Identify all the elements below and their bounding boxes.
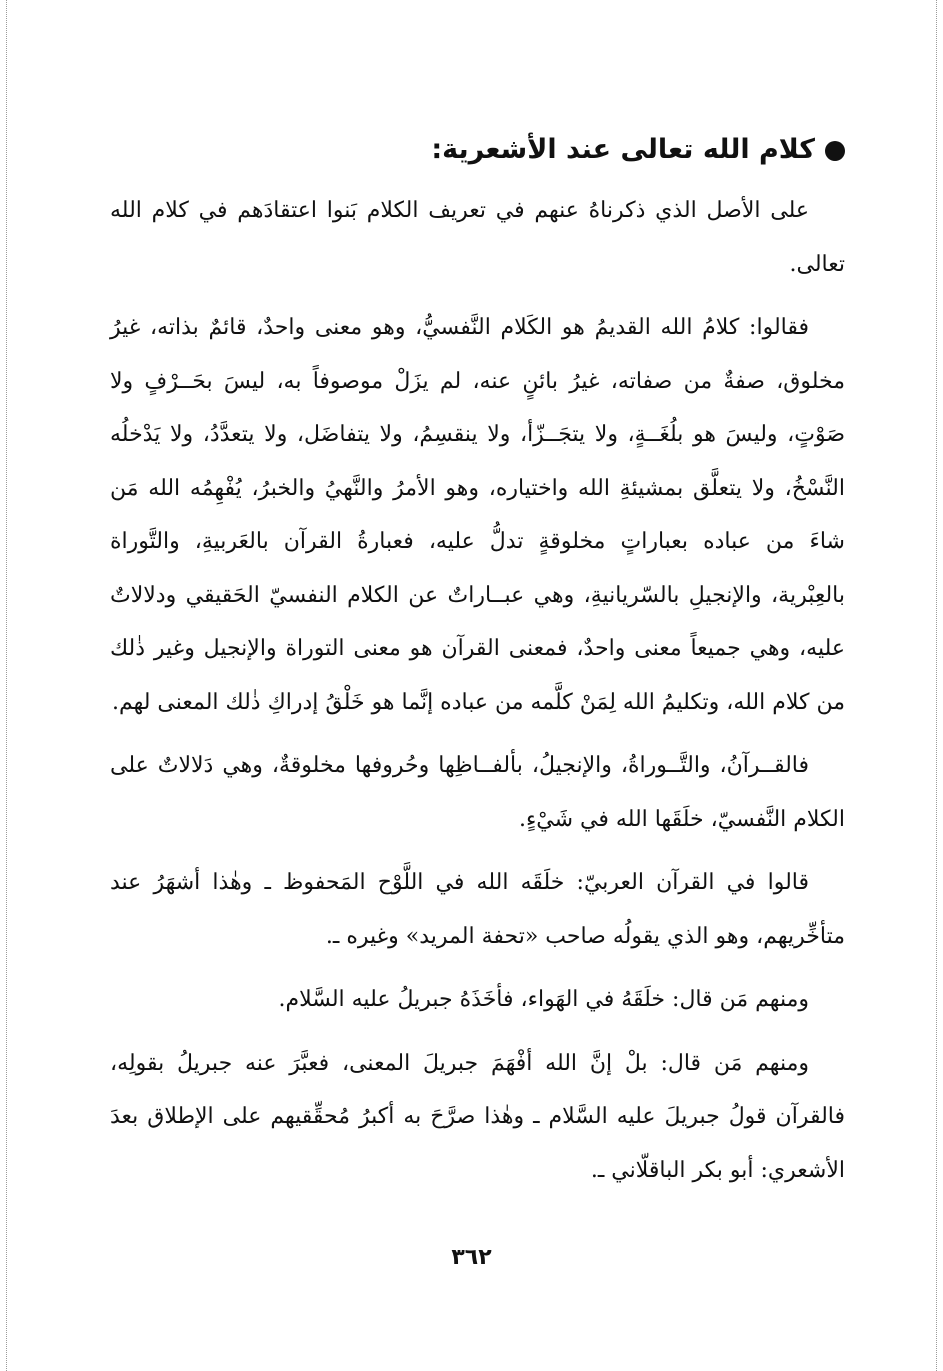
paragraph-3: فالقــرآنُ، والتَّــوراةُ، والإنجيلُ، بألفــاظِها وحُروفها مخلوقةٌ، وهي دَلالاتٌ على الكلام النَّفسيّ، خلَقَها الله في شَيْءٍ. — [110, 753, 845, 832]
heading-text: كلام الله تعالى عند الأشعرية: — [431, 134, 815, 165]
scan-edge-right — [936, 0, 937, 1371]
paragraph-1: على الأصل الذي ذكرناهُ عنهم في تعريف الكلام بَنوا اعتقادَهم في كلام الله تعالى. — [110, 198, 845, 277]
section-heading — [110, 128, 845, 172]
paragraph-5: ومنهم مَن قال: خلَقَهُ في الهَواء، فأخَذَهُ جبريلُ عليه السَّلام. — [278, 987, 809, 1012]
page-body — [110, 128, 845, 1207]
scan-edge-left — [6, 0, 7, 1371]
bullet-icon — [825, 141, 845, 161]
paragraph-2: فقالوا: كلامُ الله القديمُ هو الكَلام النَّفسيُّ، وهو معنى واحدٌ، قائمٌ بذاته، غيرُ مخلوق، صفةٌ من صفاته، غيرُ بائنٍ عنه، لم يزَلْ موصوفاً به، ليسَ بحَــرْفٍ ولا صَوْتٍ، وليسَ هو بلُغَــةٍ، ولا يتجَــزّأ، ولا ينقسِمُ، ولا يتفاضَل، ولا يتعدَّدُ، ولا يَدْخلُه النَّسْخُ، ولا يتعلَّق بمشيئةِ الله واختياره، وهو الأمرُ والنَّهيُ والخبرُ، يُفْهِمُه الله مَن شاءَ من عباده بعباراتٍ مخلوقةٍ تدلُّ عليه، فعبارةُ القرآن بالعَربيةِ، والتَّوراة بالعِبْرية، والإنجيلِ بالسّريانيةِ، وهي عبــاراتٌ عن الكلام النفسيّ الحَقيقي ودلالاتٌ عليه، وهي جميعاً معنى واحدٌ، فمعنى القرآن هو معنى التوراة والإنجيل وغير ذٰلك من كلام الله، وتكليمُ الله لِمَنْ كلَّمه من عباده إنَّما هو خَلْقُ إدراكِ ذٰلك المعنى لهم. — [110, 315, 845, 715]
paragraph-6: ومنهم مَن قال: بلْ إنَّ الله أفْهَمَ جبريلَ المعنى، فعبَّرَ عنه جبريلُ بقولِه، فالقرآن قولُ جبريلَ عليه السَّلام ـ وهٰذا صرَّحَ به أكبرُ مُحقِّقيهم على الإطلاق بعدَ الأشعري: أبو بكر الباقلّاني ـ. — [110, 1050, 845, 1183]
page-number: ٣٦٢ — [451, 1245, 492, 1270]
paragraph-4: قالوا في القرآن العربيّ: خلَقَه الله في اللَّوْح المَحفوظ ـ وهٰذا أشهَرُ عند متأخِّريهم، وهو الذي يقولُه صاحب «تحفة المريد» وغيره ـ. — [110, 870, 845, 949]
